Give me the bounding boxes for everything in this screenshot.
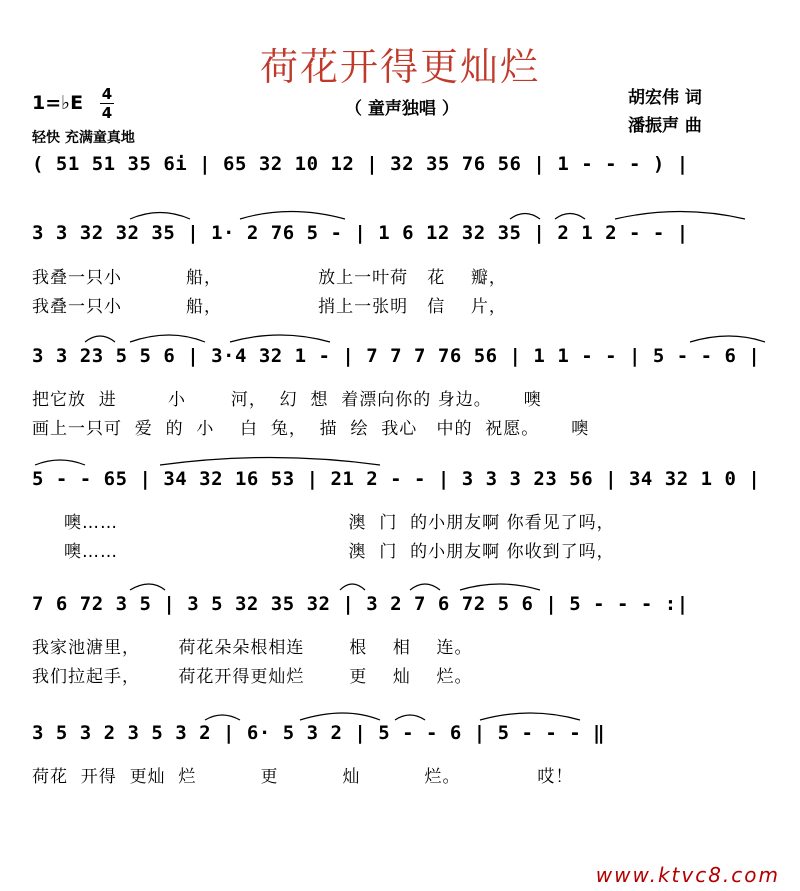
lyric-line: 我们拉起手， 荷花开得更灿烂 更 灿 烂。 (32, 667, 473, 687)
slur (615, 212, 745, 220)
slur (410, 584, 440, 590)
slur (205, 715, 240, 720)
lyric-line: 我叠一只小 船， 放上一叶荷 花 瓣， (32, 268, 507, 288)
slur (230, 335, 330, 342)
notation-text: 3 3 32 32 35 | 1· 2 76 5 - | 1 6 12 32 35 | 2 1 2 - - | (32, 222, 689, 244)
slur (690, 336, 765, 342)
slur (160, 458, 380, 466)
slur (85, 336, 115, 342)
key-signature: 1=♭E (32, 92, 84, 114)
lyric-line: 我家池溏里， 荷花朵朵根相连 根 相 连。 (32, 638, 473, 658)
performance-type: （ 童声独唱 ） (345, 99, 459, 119)
lyric-line: 荷花 开得 更灿 烂 更 灿 烂。 哎！ (32, 767, 574, 787)
time-signature-top: 4 (101, 85, 113, 103)
slur (130, 335, 205, 342)
site-watermark: www.ktvc8.com (595, 863, 780, 887)
slur (35, 460, 85, 465)
slur (130, 213, 190, 220)
time-signature-bottom: 4 (101, 104, 113, 122)
slur (510, 214, 540, 220)
lyric-line: 我叠一只小 船， 捎上一张明 信 片， (32, 297, 507, 317)
slur (300, 713, 380, 720)
song-title: 荷花开得更灿烂 (259, 45, 540, 89)
notation-text: 3 5 3 2 3 5 3 2 | 6· 5 3 2 | 5 - - 6 | 5 - - - ‖ (32, 722, 606, 744)
lyric-line: 噢…… 澳 门 的小朋友啊 你收到了吗， (32, 542, 615, 562)
slur (480, 713, 580, 720)
lyric-line: 把它放 进 小 河， 幻 想 着漂向你的 身边。 噢 (32, 390, 542, 410)
lyricist: 胡宏伟 词 (628, 88, 702, 108)
slur (395, 715, 425, 720)
lyric-line: 画上一只可 爱 的 小 白 兔， 描 绘 我心 中的 祝愿。 噢 (32, 419, 590, 439)
slur (130, 584, 165, 590)
slur (340, 584, 365, 590)
slur (460, 584, 540, 590)
tempo-marking: 轻快 充满童真地 (32, 130, 135, 146)
notation-text: 7 6 72 3 5 | 3 5 32 35 32 | 3 2 7 6 72 5 6 | 5 - - - :| (32, 593, 689, 615)
slur (240, 212, 345, 220)
lyric-line: 噢…… 澳 门 的小朋友啊 你看见了吗， (32, 513, 615, 533)
composer: 潘振声 曲 (628, 116, 702, 136)
notation-text: ( 51 51 35 6i | 65 32 10 12 | 32 35 76 56 | 1 - - - ) | (32, 153, 689, 175)
notation-text: 5 - - 65 | 34 32 16 53 | 21 2 - - | 3 3 3 23 56 | 34 32 1 0 | (32, 468, 761, 490)
notation-text: 3 3 23 5 5 6 | 3·4 32 1 - | 7 7 7 76 56 | 1 1 - - | 5 - - 6 | (32, 345, 761, 367)
slur (555, 214, 585, 220)
